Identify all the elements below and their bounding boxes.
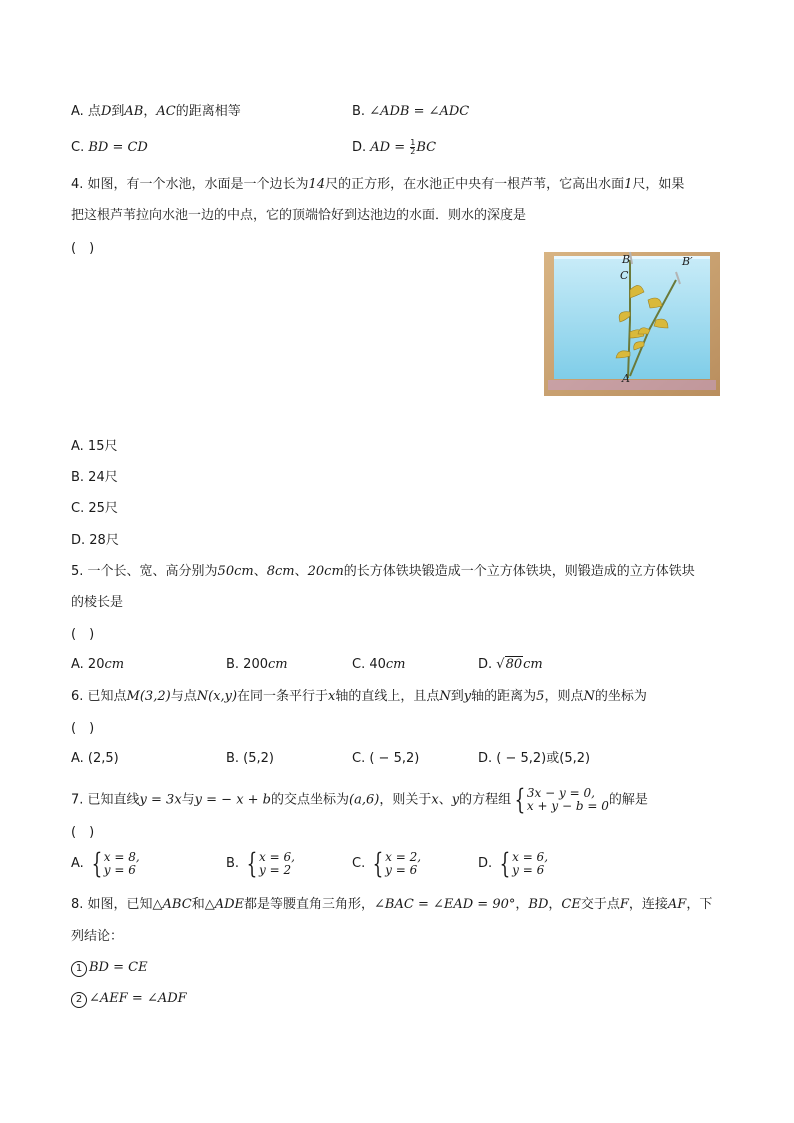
q7-stem: 7. 已知直线y = 3x与y = − x + b的交点坐标为(a,6)，则关于x、y的方程组 { 3x − y = 0, x + y − b = 0 的解是: [71, 783, 648, 816]
circled-number-2: 2: [71, 992, 87, 1008]
q4-option-d: D. 28尺: [71, 533, 119, 548]
q5-stem-line2: 的棱长是: [71, 595, 124, 610]
q8-stem-line2: 列结论：: [71, 929, 124, 944]
q4-option-c: C. 25尺: [71, 501, 118, 516]
q6-option-a: A. (2,5): [71, 751, 119, 766]
q6-answer-paren: ( ): [71, 721, 95, 736]
q7-option-b: B. { x = 6, y = 2: [226, 847, 295, 880]
q7-answer-paren: ( ): [71, 825, 95, 840]
q4-pond-figure: [544, 250, 720, 396]
q3-option-d: D. AD = $\frac{1}{2}$ BC: [352, 138, 437, 156]
q5-option-d: D. √80cm: [478, 657, 543, 672]
circled-number-1: 1: [71, 961, 87, 977]
q8-stem-line1: 8. 如图，已知△ABC和△ADE都是等腰直角三角形，∠BAC = ∠EAD = 90°，BD，CE交于点F，连接AF，下: [71, 897, 713, 912]
q6-option-c: C. ( − 5,2): [352, 751, 420, 766]
q5-stem-line1: 5. 一个长、宽、高分别为50cm、8cm、20cm的长方体铁块锻造成一个立方体铁块，则锻造成的立方体铁块: [71, 564, 695, 579]
q3-option-c: C. BD = CD: [71, 140, 148, 155]
q8-conclusion-1: 1 BD = CE: [71, 959, 148, 977]
q3-option-b: B. ∠ADB = ∠ADC: [352, 104, 470, 119]
q4-stem-line1: 4. 如图，有一个水池，水面是一个边长为14尺的正方形，在水池正中央有一根芦苇，它高出水面1尺，如果: [71, 177, 685, 192]
q6-stem: 6. 已知点M(3,2)与点N(x,y)在同一条平行于x轴的直线上，且点N到y轴的距离为5，则点N的坐标为: [71, 689, 647, 704]
q4-stem-line2: 把这根芦苇拉向水池一边的中点，它的顶端恰好到达池边的水面．则水的深度是: [71, 208, 527, 223]
q4-option-b: B. 24尺: [71, 470, 118, 485]
q5-answer-paren: ( ): [71, 627, 95, 642]
q4-answer-paren: ( ): [71, 241, 95, 256]
fig-label-b-prime: B′: [682, 255, 693, 268]
q5-option-c: C. 40cm: [352, 657, 406, 672]
q6-option-d: D. ( − 5,2)或(5,2): [478, 751, 591, 766]
q5-option-a: A. 20cm: [71, 657, 125, 672]
fig-label-a: A: [622, 372, 630, 385]
q8-conclusion-2: 2 ∠AEF = ∠ADF: [71, 990, 187, 1008]
q7-option-a: A. { x = 8, y = 6: [71, 847, 140, 880]
q6-option-b: B. (5,2): [226, 751, 275, 766]
q7-option-c: C. { x = 2, y = 6: [352, 847, 422, 880]
q4-option-a: A. 15尺: [71, 439, 118, 454]
fig-label-b: B: [622, 253, 631, 266]
fig-label-c: C: [620, 269, 629, 282]
q7-option-d: D. { x = 6, y = 6: [478, 847, 549, 880]
q3-option-a: A. 点D到AB，AC的距离相等: [71, 104, 241, 119]
q5-option-b: B. 200cm: [226, 657, 288, 672]
